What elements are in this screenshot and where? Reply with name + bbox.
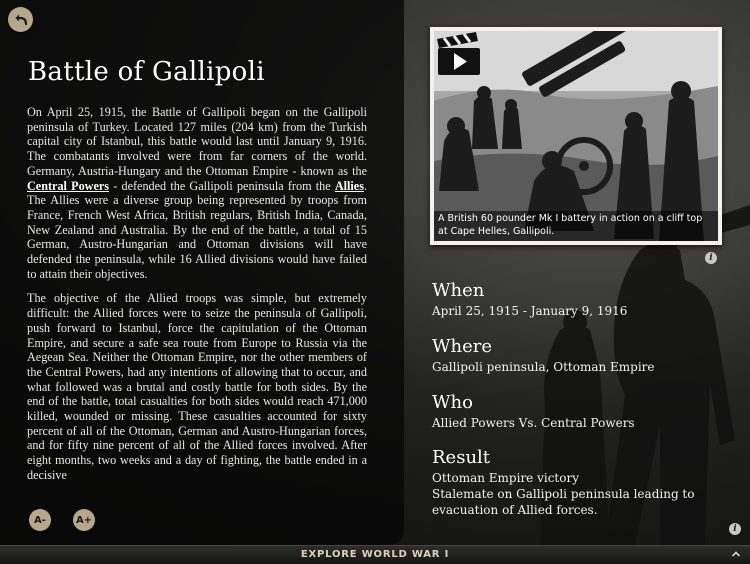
page-title: Battle of Gallipoli [28,57,265,87]
result-value [432,470,732,518]
where-heading: Where [432,336,493,357]
result-heading: Result [432,447,491,468]
article-paragraph [27,105,367,281]
info-icon[interactable]: i [729,523,741,535]
chevron-up-icon[interactable] [730,548,742,560]
link-central-powers[interactable]: Central Powers [27,178,110,193]
explore-bar[interactable] [0,545,750,564]
photo-card[interactable] [430,27,722,245]
when-heading: When [432,280,485,301]
video-clapperboard-icon[interactable] [434,31,484,77]
font-increase-button[interactable]: A+ [73,509,95,531]
article-body[interactable] [27,105,367,493]
back-arrow-icon [13,12,29,28]
article-text: . The Allies were a diverse group being represented by troops from France, French West Africa, British regulars, British India, Canada, New Zealand and Australia. By the end of the battle, a total of 15 German, Austro-Hungarian and Ottoman divisions will have defended the peninsula, while 16 Allied divisions would have failed to attain their objectives. [27,178,367,281]
when-value: April 25, 1915 - January 9, 1916 [432,304,628,318]
article-text: - defended the Gallipoli peninsula from the [109,178,335,193]
article-text: On April 25, 1915, the Battle of Gallipoli began on the Gallipoli peninsula of Turkey. Located 127 miles (204 km) from the Turkish capital city of Istanbul, this battle would last until January 9, 1916. The combatants involved were from far corners of the world. Germany, Austria-Hungary and the Ottoman Empire - known as the [27,105,367,178]
result-line: Ottoman Empire victory [432,471,579,485]
font-decrease-button[interactable]: A- [29,509,51,531]
info-icon[interactable]: i [705,252,717,264]
back-button[interactable] [8,7,33,32]
photo-caption: A British 60 pounder Mk I battery in action on a cliff top at Cape Helles, Gallipoli. [434,211,718,241]
result-line: Stalemate on Gallipoli peninsula leading to evacuation of Allied forces. [432,487,695,517]
who-value: Allied Powers Vs. Central Powers [432,416,635,430]
historical-photo[interactable] [434,31,718,241]
link-allies[interactable]: Allies [334,178,364,193]
where-value: Gallipoli peninsula, Ottoman Empire [432,360,655,374]
who-heading: Who [432,392,473,413]
explore-label: EXPLORE WORLD WAR I [300,549,450,560]
article-paragraph: The objective of the Allied troops was simple, but extremely difficult: the Allied forces were to seize the peninsula of Gallipoli, push forward to Istanbul, force the capitulation of the Ottoman Empire, and secure a safe sea route from Europe to Russia via the Aegean Sea. Neither the Ottoman Empire, nor the other members of the Central Powers, had any intentions of allowing that to occur, and what followed was a brutal and costly battle for both sides. By the end of the battle, total casualties for both sides would reach 471,000 killed, wounded or missing. These casualties accounted for sixty percent of all of the Ottoman, German and Austro-Hungarian forces, and for fifty nine percent of all of the Allied forces involved. After eight months, two weeks and a day of fighting, the battle ended in a decisive [27,291,367,482]
